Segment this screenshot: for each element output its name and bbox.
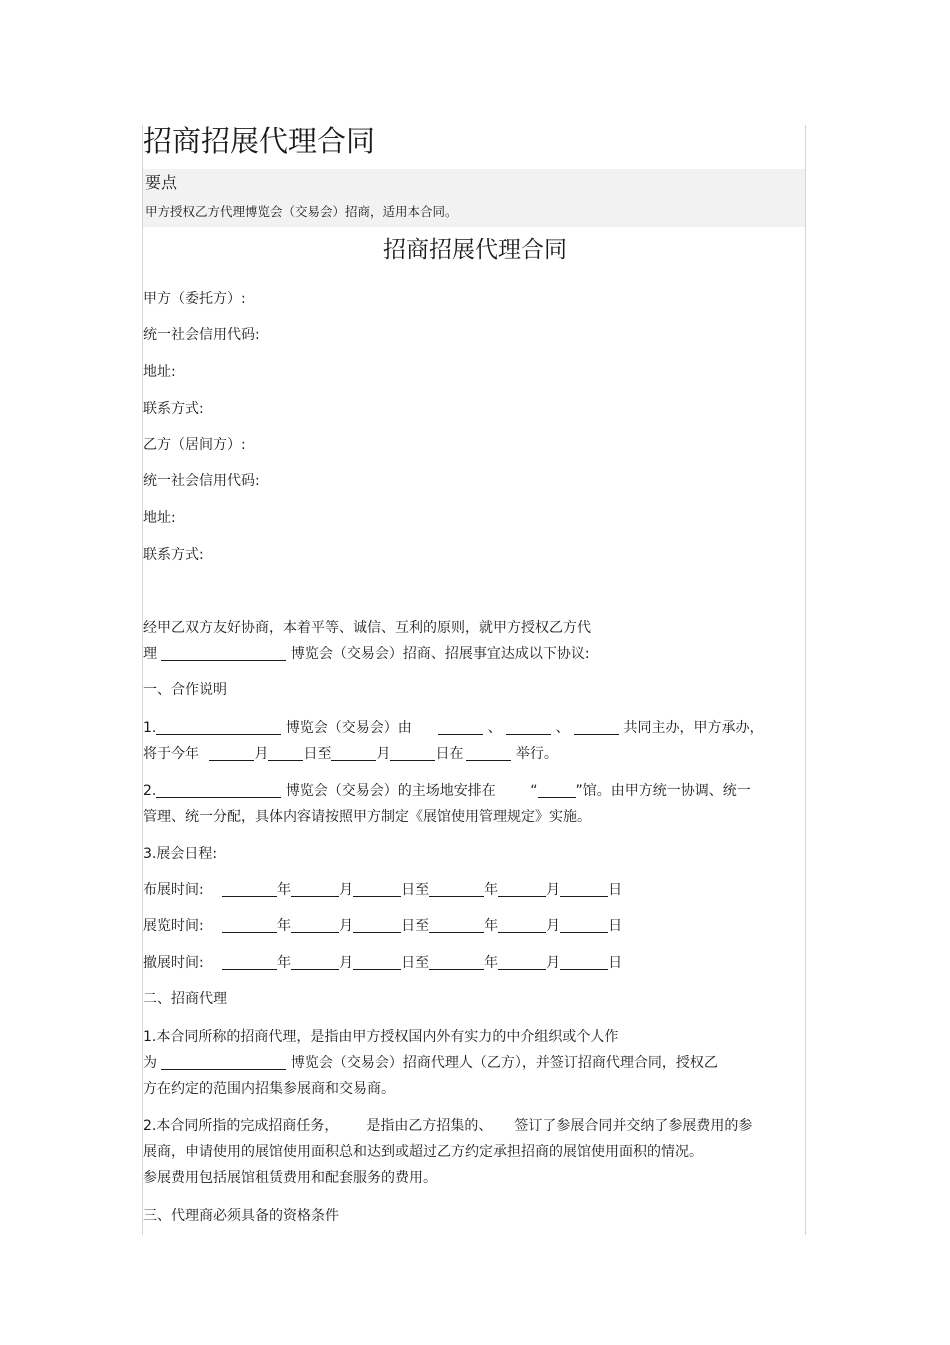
month-label: 月 [339, 882, 354, 898]
separator: 、 [555, 720, 570, 736]
s1-p2-text-c: ”馆。由甲方统一协调、统一 [575, 783, 751, 799]
section-2-heading: 二、招商代理 [143, 991, 227, 1007]
s2-p2-text-a: 2.本合同所指的完成招商任务， [143, 1118, 339, 1134]
s1-p1-text-d: 将于今年 [143, 746, 199, 762]
year-label: 年 [484, 882, 499, 898]
day-blank[interactable] [353, 880, 401, 897]
year-blank[interactable] [429, 916, 484, 933]
year-label: 年 [277, 882, 292, 898]
party-a-credit-code: 统一社会信用代码: [143, 327, 260, 343]
s1-p1-number: 1. [143, 720, 157, 736]
day-label: 日 [608, 918, 623, 934]
s1-p2-number: 2. [143, 783, 157, 799]
month-label: 月 [254, 746, 269, 762]
month-label: 月 [546, 955, 561, 971]
month-label: 月 [546, 882, 561, 898]
intro-line-2 [143, 642, 590, 666]
day-to-label: 日至 [401, 955, 430, 971]
month-blank[interactable] [498, 880, 546, 897]
day-blank[interactable] [353, 916, 401, 933]
s1-p2-text-b: 博览会（交易会）的主场地安排在 [285, 783, 496, 799]
intro-line-1: 经甲乙双方友好协商，本着平等、诚信、互利的原则，就甲方授权乙方代 [143, 620, 591, 636]
month-blank[interactable] [498, 953, 546, 970]
day-blank[interactable] [560, 880, 608, 897]
month-blank[interactable] [291, 916, 339, 933]
day-label: 日 [608, 882, 623, 898]
year-blank[interactable] [429, 953, 484, 970]
month-label: 月 [339, 955, 354, 971]
party-b-credit-code: 统一社会信用代码: [143, 473, 260, 489]
s2-p1-line-2 [143, 1051, 718, 1075]
year-label: 年 [277, 955, 292, 971]
summary-label: 要点 [145, 173, 178, 192]
s1-p1-text-e: 举行。 [515, 746, 558, 762]
month-blank[interactable] [331, 744, 376, 761]
quote-open: “ [530, 783, 538, 799]
day-blank[interactable] [268, 744, 303, 761]
year-blank[interactable] [429, 880, 484, 897]
day-blank[interactable] [390, 744, 435, 761]
s2-p2-line-1 [143, 1114, 752, 1138]
expo-name-blank[interactable] [161, 644, 286, 661]
party-b-label: 乙方（居间方）: [143, 437, 246, 453]
venue-blank[interactable] [466, 744, 511, 761]
schedule-show-row [143, 914, 622, 938]
party-a-contact: 联系方式: [143, 401, 204, 417]
month-blank[interactable] [291, 953, 339, 970]
party-b-contact: 联系方式: [143, 547, 204, 563]
teardown-time-label: 撤展时间: [143, 955, 204, 971]
year-blank[interactable] [222, 916, 277, 933]
expo-name-blank[interactable] [156, 781, 281, 798]
day-at-label: 日在 [435, 746, 464, 762]
month-blank[interactable] [291, 880, 339, 897]
party-a-address: 地址: [143, 364, 176, 380]
year-label: 年 [277, 918, 292, 934]
year-blank[interactable] [222, 880, 277, 897]
year-label: 年 [484, 955, 499, 971]
page-title: 招商招展代理合同 [143, 124, 376, 158]
party-a-label: 甲方（委托方）: [143, 291, 246, 307]
month-label: 月 [546, 918, 561, 934]
intro-text-a: 理 [143, 646, 157, 662]
s2-p1-text-b: 为 [143, 1055, 157, 1071]
day-to-label: 日至 [303, 746, 332, 762]
year-label: 年 [484, 918, 499, 934]
s1-p2-line-1 [143, 779, 751, 803]
s2-p1-line-3: 方在约定的范围内招集参展商和交易商。 [143, 1081, 395, 1097]
schedule-teardown-row [143, 951, 622, 975]
s2-p2-text-c: 签订了参展合同并交纳了参展费用的参 [514, 1118, 753, 1134]
month-label: 月 [376, 746, 391, 762]
month-blank[interactable] [209, 744, 254, 761]
schedule-setup-row [143, 878, 622, 902]
section-3-heading: 三、代理商必须具备的资格条件 [143, 1208, 339, 1224]
day-blank[interactable] [353, 953, 401, 970]
day-to-label: 日至 [401, 918, 430, 934]
s1-p1-text-b: 博览会（交易会）由 [285, 720, 412, 736]
organizer-2-blank[interactable] [506, 718, 551, 735]
organizer-3-blank[interactable] [574, 718, 619, 735]
summary-text: 甲方授权乙方代理博览会（交易会）招商，适用本合同。 [145, 204, 458, 219]
s2-p1-text-c: 博览会（交易会）招商代理人（乙方），并签订招商代理合同，授权乙 [290, 1055, 718, 1071]
expo-name-blank[interactable] [156, 718, 281, 735]
s2-p2-text-b: 是指由乙方招集的、 [366, 1118, 493, 1134]
party-b-address: 地址: [143, 510, 176, 526]
month-blank[interactable] [498, 916, 546, 933]
s2-p1-line-1: 1.本合同所称的招商代理，是指由甲方授权国内外有实力的中介组织或个人作 [143, 1029, 619, 1045]
day-label: 日 [608, 955, 623, 971]
s2-p2-line-3: 参展费用包括展馆租赁费用和配套服务的费用。 [143, 1170, 437, 1186]
expo-name-blank[interactable] [161, 1053, 286, 1070]
month-label: 月 [339, 918, 354, 934]
right-border-line [805, 125, 806, 1235]
s1-p2-line-2: 管理、统一分配，具体内容请按照甲方制定《展馆使用管理规定》实施。 [143, 809, 591, 825]
organizer-1-blank[interactable] [438, 718, 483, 735]
year-blank[interactable] [222, 953, 277, 970]
s2-p2-line-2: 展商，申请使用的展馆使用面积总和达到或超过乙方约定承担招商的展馆使用面积的情况。 [143, 1144, 703, 1160]
day-blank[interactable] [560, 916, 608, 933]
s1-p1-text-c: 共同主办，甲方承办， [623, 720, 764, 736]
hall-blank[interactable] [538, 781, 576, 798]
contract-title: 招商招展代理合同 [383, 237, 567, 263]
day-to-label: 日至 [401, 882, 430, 898]
separator: 、 [487, 720, 502, 736]
s1-p1-line-2 [143, 742, 558, 766]
section-1-heading: 一、合作说明 [143, 682, 227, 698]
s1-p3-schedule: 3.展会日程: [143, 846, 218, 862]
show-time-label: 展览时间: [143, 918, 204, 934]
day-blank[interactable] [560, 953, 608, 970]
intro-text-b: 博览会（交易会）招商、招展事宜达成以下协议: [290, 646, 590, 662]
s1-p1-line-1 [143, 716, 764, 740]
setup-time-label: 布展时间: [143, 882, 204, 898]
